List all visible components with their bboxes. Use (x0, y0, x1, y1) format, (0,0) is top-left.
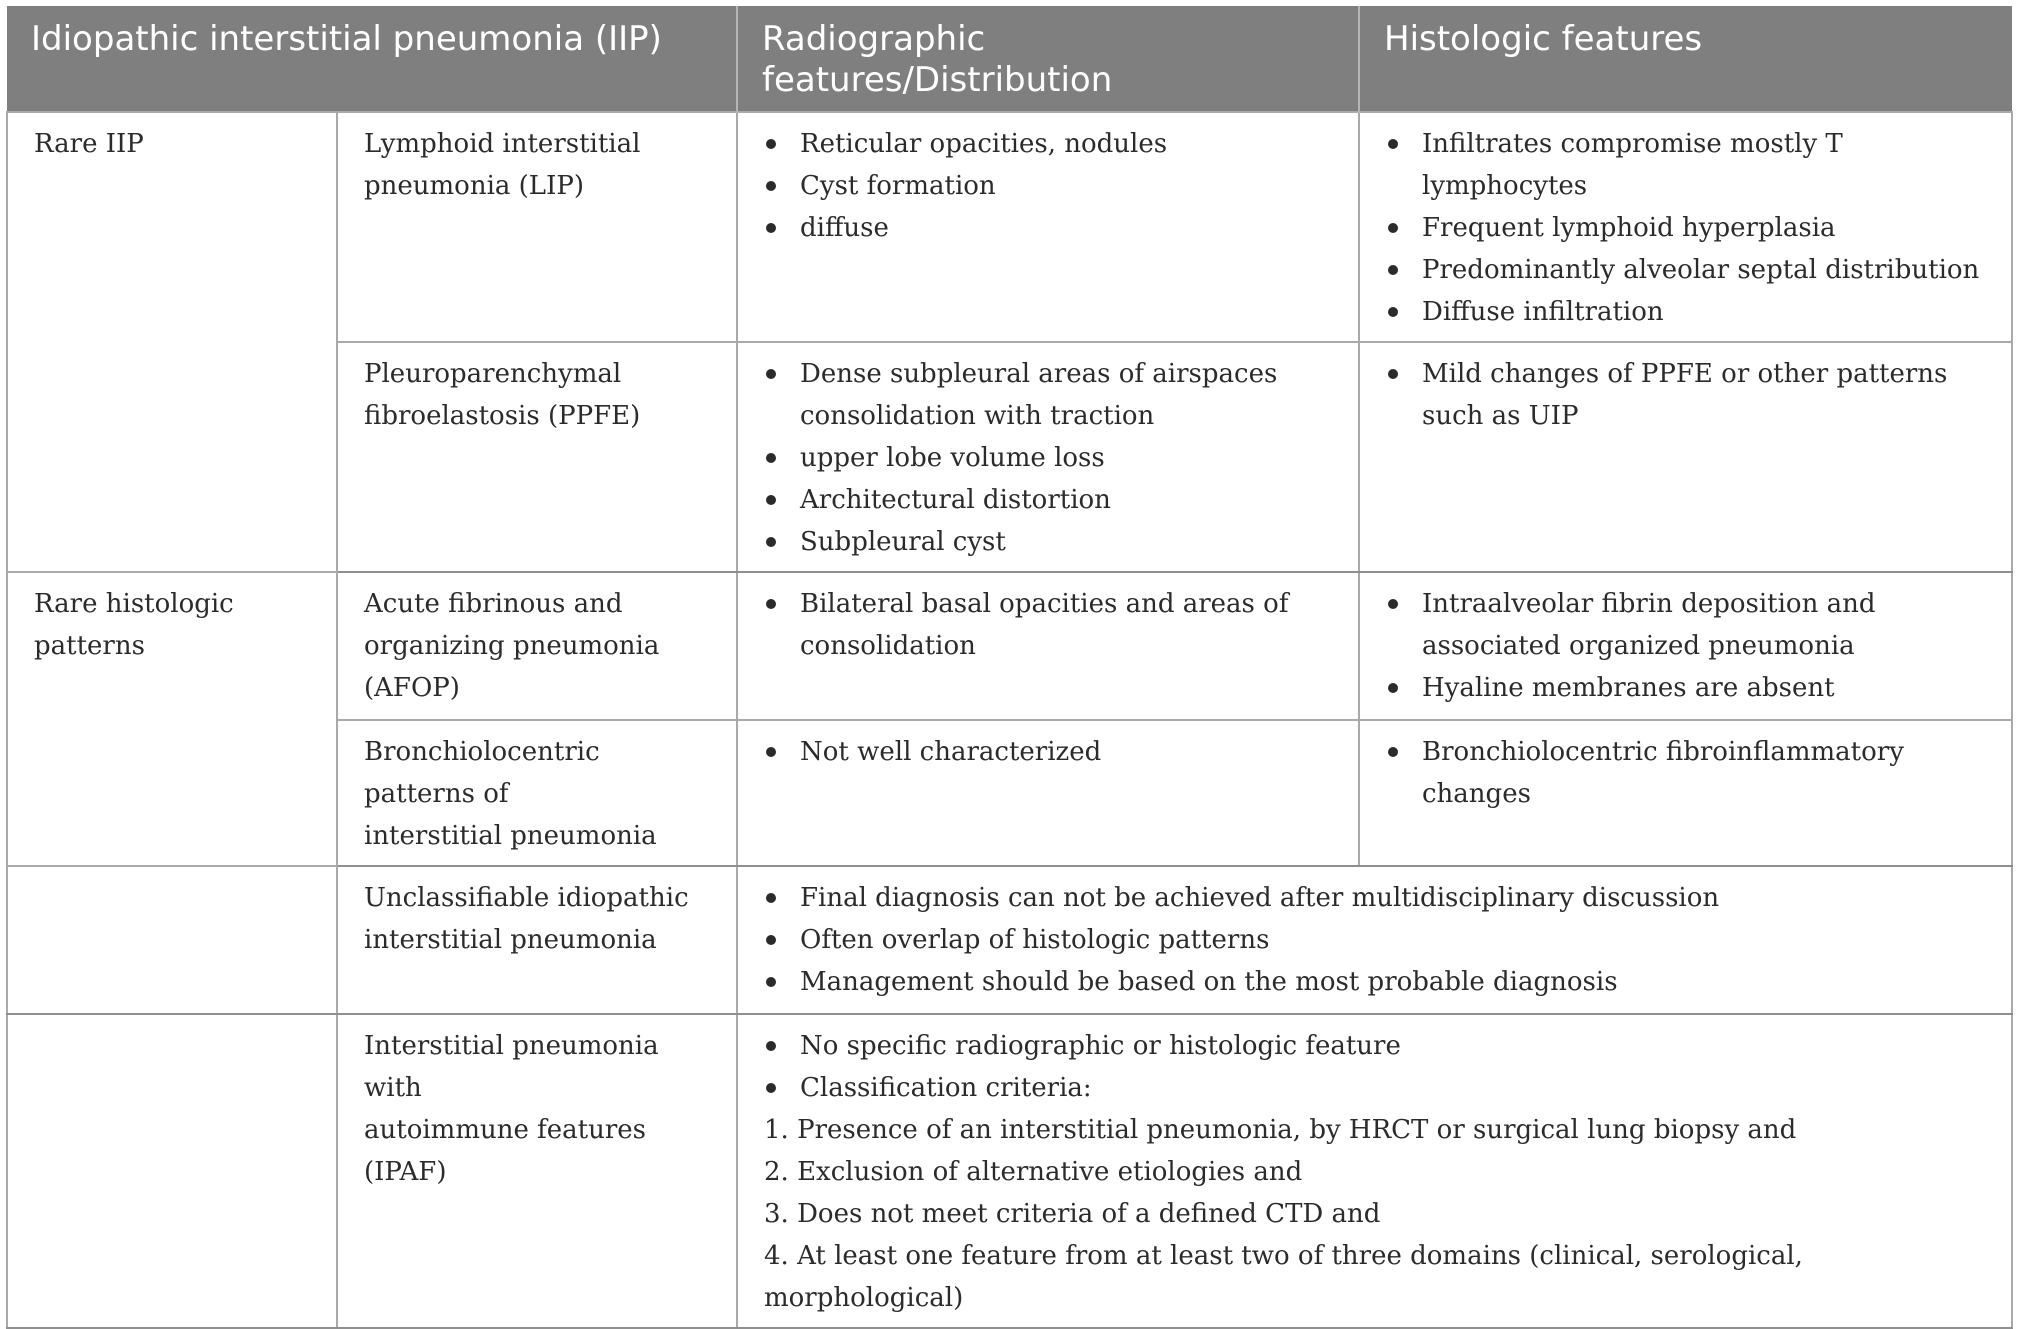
name-cell (337, 112, 737, 342)
list-item: Dense subpleural areas of airspaces consolidation with traction (764, 353, 1334, 437)
name-line: (AFOP) (364, 673, 460, 703)
list-item: Classification criteria: (764, 1067, 1987, 1109)
list-item: Frequent lymphoid hyperplasia (1386, 207, 1987, 249)
list-item: Diffuse infiltration (1386, 291, 1987, 333)
list-item: Often overlap of histologic patterns (764, 919, 1987, 961)
bullet-list (764, 731, 1334, 773)
group-cell-rare-histologic-patterns: Rare histologic patterns (7, 572, 337, 866)
table-row (7, 572, 2012, 720)
list-item: Not well characterized (764, 731, 1334, 773)
group-cell-rare-iip: Rare IIP (7, 112, 337, 572)
histologic-cell (1359, 112, 2012, 342)
table-row (7, 112, 2012, 342)
name-cell (337, 572, 737, 720)
header-iip: Idiopathic interstitial pneumonia (IIP) (7, 6, 737, 112)
bullet-list (1386, 731, 1987, 815)
name-line: Interstitial pneumonia with (364, 1031, 659, 1103)
name-line: fibroelastosis (PPFE) (364, 401, 641, 431)
list-item: Reticular opacities, nodules (764, 123, 1334, 165)
name-line: Unclassifiable idiopathic (364, 883, 689, 913)
list-item: No specific radiographic or histologic feature (764, 1025, 1987, 1067)
name-line: interstitial pneumonia (364, 925, 657, 955)
criteria-item: 4. At least one feature from at least two of three domains (clinical, serological, morphological) (764, 1241, 1803, 1313)
radiographic-cell (737, 112, 1359, 342)
list-item: upper lobe volume loss (764, 437, 1334, 479)
list-item: Management should be based on the most probable diagnosis (764, 961, 1987, 1003)
group-cell-empty (7, 866, 337, 1014)
list-item: Predominantly alveolar septal distribution (1386, 249, 1987, 291)
name-line: Pleuroparenchymal (364, 359, 622, 389)
group-cell-empty (7, 1014, 337, 1328)
histologic-cell (1359, 342, 2012, 572)
bullet-list (764, 1025, 1987, 1109)
criteria-item: 3. Does not meet criteria of a defined CTD and (764, 1199, 1381, 1229)
bullet-list (1386, 123, 1987, 333)
name-line: pneumonia (LIP) (364, 171, 584, 201)
list-item: Infiltrates compromise mostly T lymphocytes (1386, 123, 1987, 207)
list-item: Cyst formation (764, 165, 1334, 207)
header-histologic: Histologic features (1359, 6, 2012, 112)
radiographic-cell (737, 342, 1359, 572)
table-row (7, 1014, 2012, 1328)
bullet-list (764, 353, 1334, 563)
table-row (7, 866, 2012, 1014)
bullet-list (764, 583, 1334, 667)
name-cell (337, 866, 737, 1014)
header-row (7, 6, 2012, 112)
criteria-item: 2. Exclusion of alternative etiologies and (764, 1157, 1303, 1187)
table-body (7, 112, 2012, 1328)
iip-table (6, 6, 2013, 1329)
name-cell (337, 342, 737, 572)
radiographic-cell (737, 720, 1359, 866)
header-radiographic: Radiographic features/Distribution (737, 6, 1359, 112)
list-item: Architectural distortion (764, 479, 1334, 521)
name-line: Lymphoid interstitial (364, 129, 641, 159)
combined-cell (737, 866, 2012, 1014)
criteria-list (764, 1109, 1987, 1319)
name-line: interstitial pneumonia (364, 821, 657, 851)
bullet-list (1386, 583, 1987, 709)
list-item: Mild changes of PPFE or other patterns such as UIP (1386, 353, 1987, 437)
list-item: Intraalveolar fibrin deposition and associated organized pneumonia (1386, 583, 1987, 667)
list-item: Bilateral basal opacities and areas of consolidation (764, 583, 1334, 667)
name-line: Bronchiolocentric patterns of (364, 737, 600, 809)
histologic-cell (1359, 572, 2012, 720)
name-line: Acute fibrinous and organizing pneumonia (364, 589, 660, 661)
list-item: Subpleural cyst (764, 521, 1334, 563)
name-line: autoimmune features (IPAF) (364, 1115, 646, 1187)
radiographic-cell (737, 572, 1359, 720)
list-item: Hyaline membranes are absent (1386, 667, 1987, 709)
table-header (7, 6, 2012, 112)
combined-cell (737, 1014, 2012, 1328)
bullet-list (764, 123, 1334, 249)
bullet-list (1386, 353, 1987, 437)
list-item: diffuse (764, 207, 1334, 249)
criteria-item: 1. Presence of an interstitial pneumonia, by HRCT or surgical lung biopsy and (764, 1115, 1797, 1145)
name-cell (337, 1014, 737, 1328)
name-cell (337, 720, 737, 866)
list-item: Final diagnosis can not be achieved after multidisciplinary discussion (764, 877, 1987, 919)
list-item: Bronchiolocentric fibroinflammatory changes (1386, 731, 1987, 815)
histologic-cell (1359, 720, 2012, 866)
bullet-list (764, 877, 1987, 1003)
